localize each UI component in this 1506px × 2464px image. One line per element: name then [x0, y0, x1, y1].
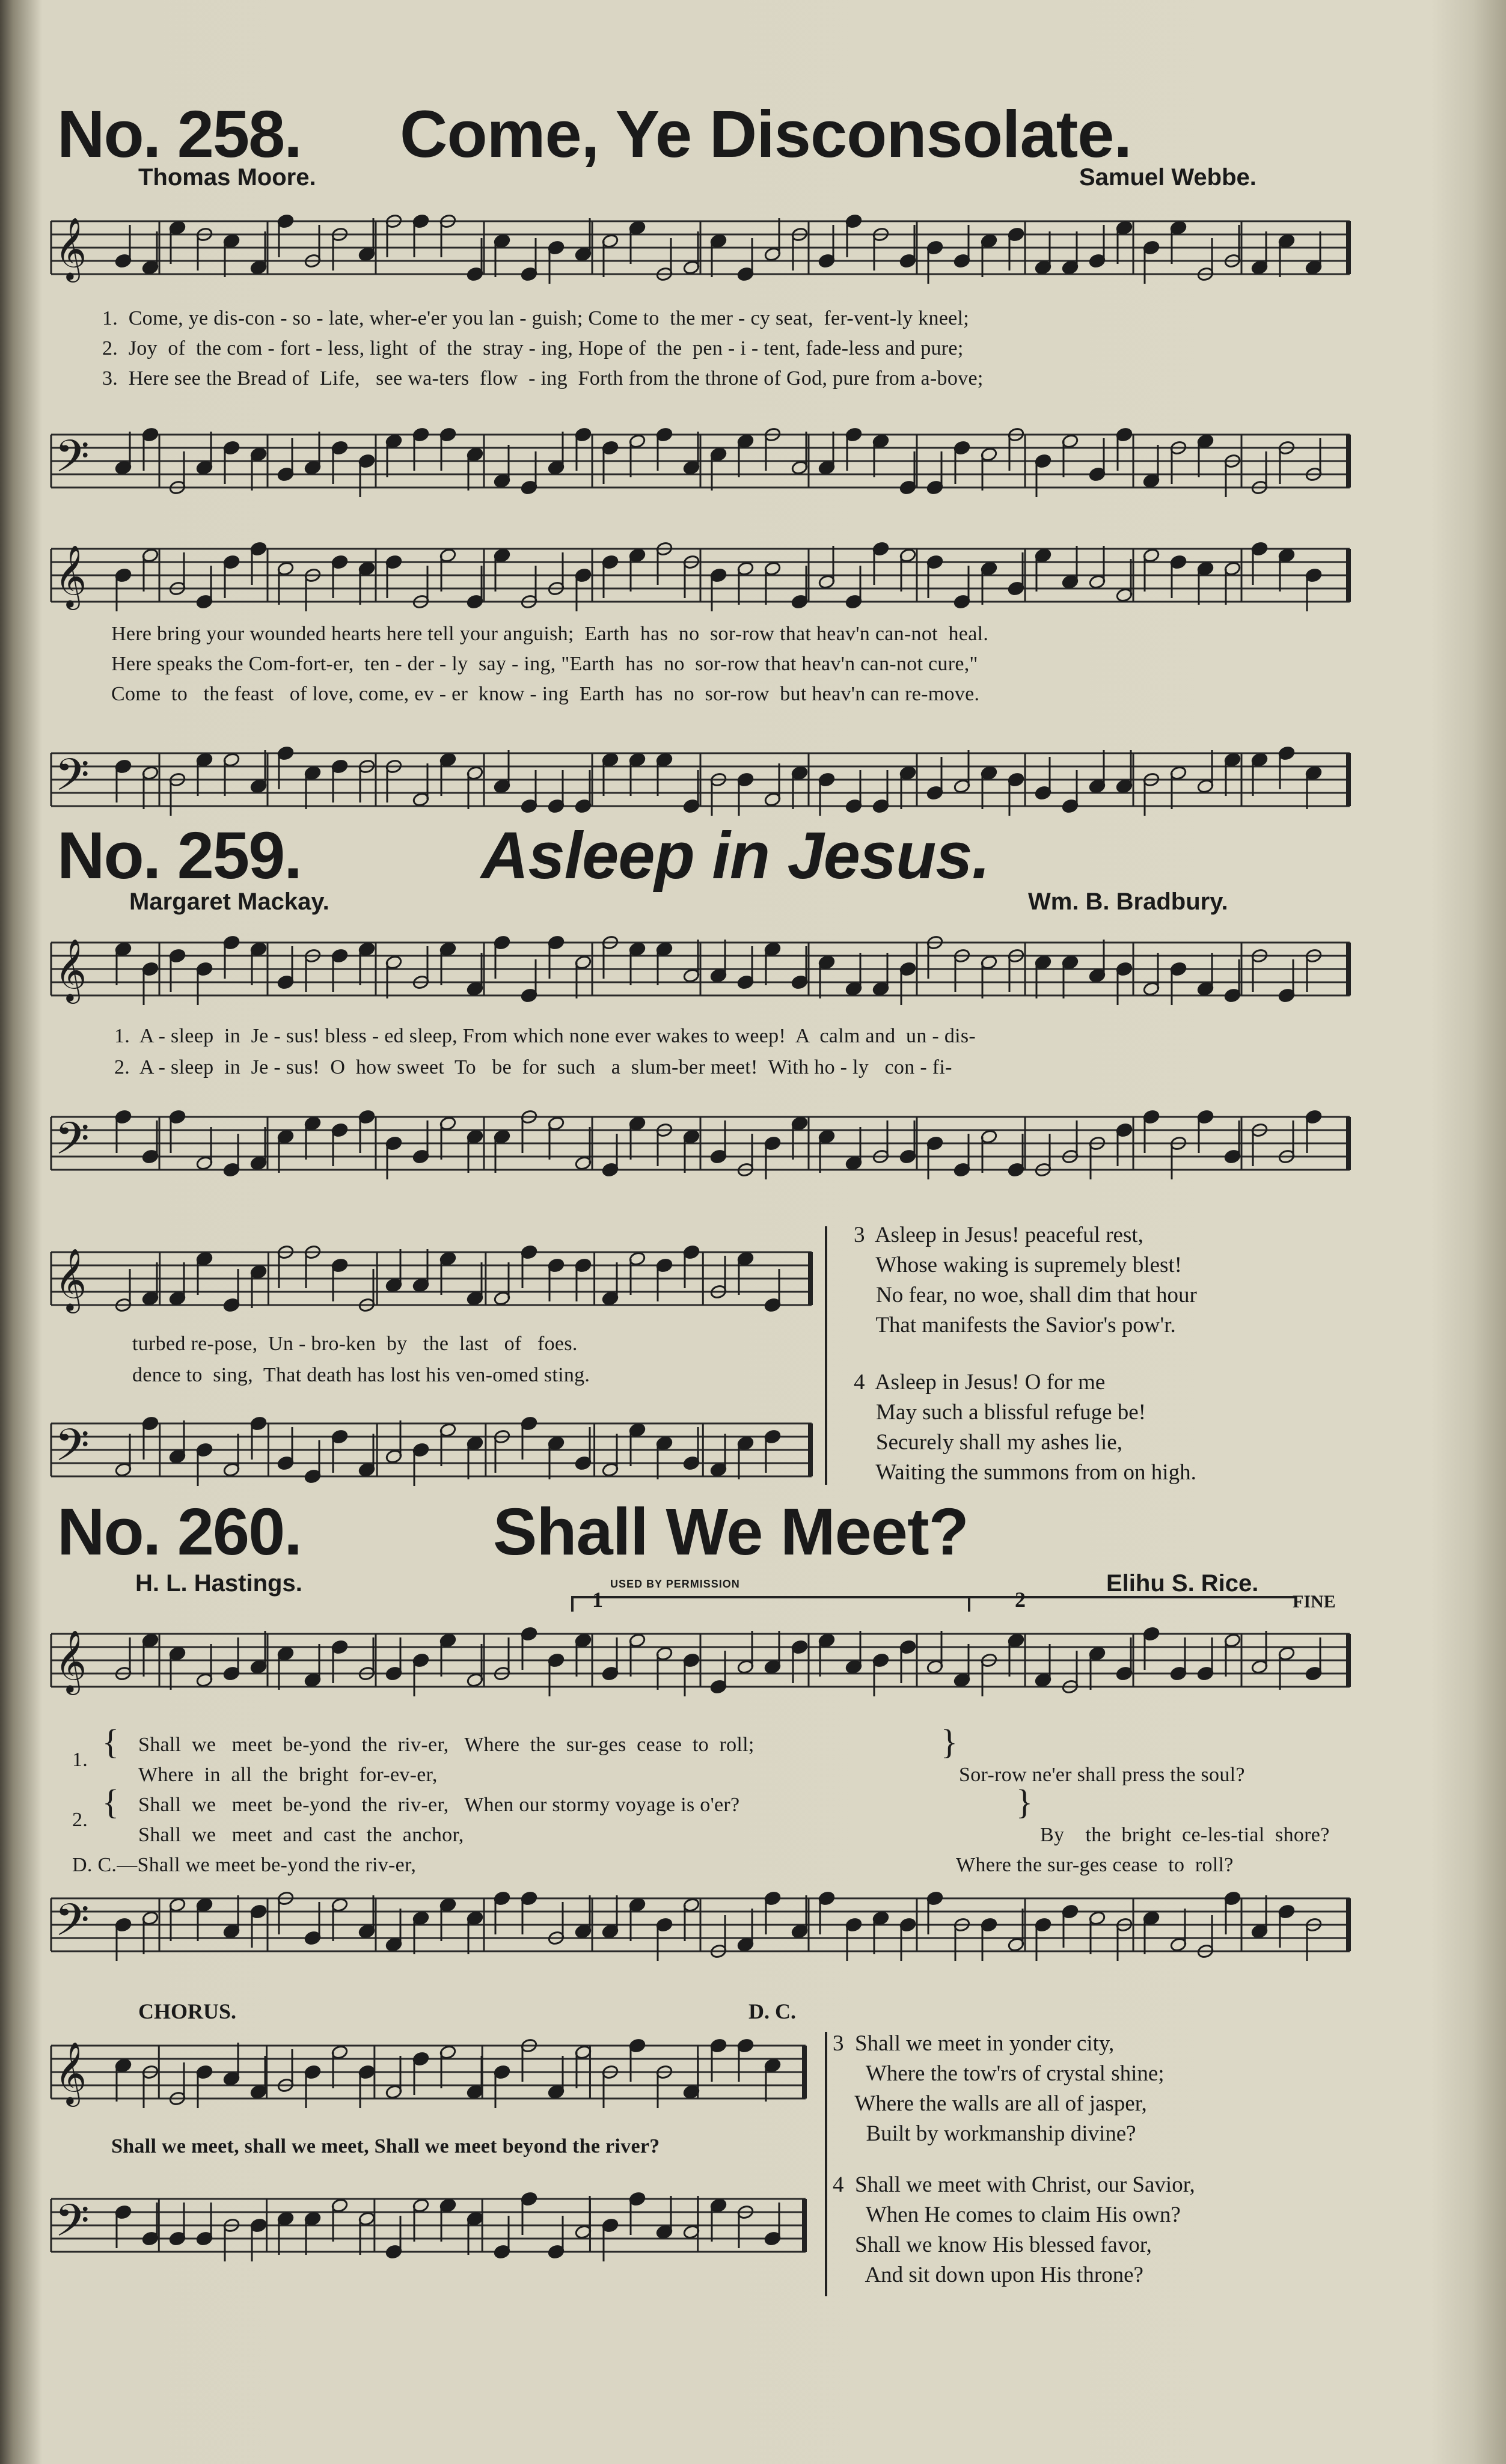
hymn-number: No. 258. — [57, 97, 301, 171]
hymn-title: Asleep in Jesus. — [481, 819, 990, 893]
hymn-number: No. 260. — [57, 1495, 301, 1569]
brace-left: { — [102, 1722, 120, 1761]
music-staff-treble — [51, 2035, 806, 2113]
hymn-title: Shall We Meet? — [493, 1495, 969, 1569]
permission-note: USED BY PERMISSION — [610, 1578, 740, 1590]
verse-line: Waiting the summons from on high. — [854, 1460, 1196, 1485]
brace-right: } — [1016, 1782, 1033, 1821]
music-staff-bass — [51, 2188, 806, 2266]
lyric-line: D. C.—Shall we meet be-yond the riv-er, — [72, 1854, 417, 1876]
lyric-line: Here speaks the Com-fort-er, ten - der - ly say - ing, "Earth has no sor-row that heav'n can-not cure," — [111, 653, 978, 675]
verse-line: 4 Asleep in Jesus! O for me — [854, 1370, 1106, 1395]
chorus-label: CHORUS. — [138, 1999, 237, 2023]
svg-text:𝄢: 𝄢 — [55, 430, 90, 494]
lyric-line: Where in all the bright for-ev-er, — [138, 1764, 438, 1786]
lyric-block — [114, 1021, 976, 1083]
verse-line: Whose waking is supremely blest! — [854, 1253, 1183, 1277]
svg-text:𝄢: 𝄢 — [55, 1419, 90, 1482]
fine-marking: FINE — [1293, 1592, 1336, 1612]
lyric-line: dence to sing, That death has lost his ven-omed sting. — [132, 1364, 590, 1386]
brace-left: { — [102, 1782, 120, 1821]
music-staff-bass — [51, 1413, 812, 1491]
verse-line: May such a blissful refuge be! — [854, 1400, 1146, 1425]
svg-text:𝄢: 𝄢 — [55, 1113, 90, 1176]
verse-block — [854, 1220, 1197, 1341]
lyric-line: 1. Come, ye dis-con - so - late, wher-e'er you lan - guish; Come to the mer - cy seat, fer-vent-ly kneel; — [102, 307, 970, 329]
second-ending-number: 2 — [1015, 1588, 1026, 1612]
composer-credit: Elihu S. Rice. — [1106, 1570, 1259, 1597]
verse-line: When He comes to claim His own? — [833, 2203, 1181, 2227]
lyric-line: 2. A - sleep in Je - sus! O how sweet To be for such a slum-ber meet! With ho - ly con - fi- — [114, 1056, 952, 1078]
svg-text:𝄞: 𝄞 — [55, 217, 87, 280]
verse-line: No fear, no woe, shall dim that hour — [854, 1283, 1197, 1307]
verse-line: 3 Shall we meet in yonder city, — [833, 2031, 1115, 2056]
verse-line: 3 Asleep in Jesus! peaceful rest, — [854, 1223, 1143, 1247]
hymn-number: No. 259. — [57, 819, 301, 893]
lyric-block — [132, 1328, 590, 1391]
verse-line: And sit down upon His throne? — [833, 2263, 1143, 2287]
verse-block — [833, 2170, 1195, 2290]
lyricist-credit: H. L. Hastings. — [135, 1570, 302, 1597]
composer-credit: Wm. B. Bradbury. — [1028, 888, 1228, 915]
lyric-line: By the bright ce-les-tial shore? — [1040, 1824, 1330, 1846]
svg-text:𝄞: 𝄞 — [55, 2041, 87, 2105]
lyric-line: 3. Here see the Bread of Life, see wa-ters flow - ing Forth from the throne of God, pure from a-bove; — [102, 367, 984, 390]
lyric-line: Shall we meet and cast the anchor, — [138, 1824, 464, 1846]
music-staff-bass — [51, 1888, 1350, 1966]
composer-credit: Samuel Webbe. — [1079, 164, 1257, 191]
music-staff-treble — [51, 538, 1350, 616]
column-divider — [825, 2032, 827, 2296]
music-staff-treble — [51, 932, 1350, 1010]
lyric-line: Here bring your wounded hearts here tell your anguish; Earth has no sor-row that heav'n can-not heal. — [111, 623, 989, 645]
verse-line: Securely shall my ashes lie, — [854, 1430, 1122, 1455]
lyric-line: turbed re-pose, Un - bro-ken by the last of foes. — [132, 1333, 578, 1355]
column-divider — [825, 1226, 827, 1485]
svg-text:𝄞: 𝄞 — [55, 1630, 87, 1693]
lyric-line: 1. A - sleep in Je - sus! bless - ed sleep, From which none ever wakes to weep! A calm and un - dis- — [114, 1025, 976, 1047]
brace-right: } — [941, 1722, 958, 1761]
verse-line: Shall we know His blessed favor, — [833, 2233, 1152, 2257]
lyricist-credit: Thomas Moore. — [138, 164, 316, 191]
verse-line: That manifests the Savior's pow'r. — [854, 1313, 1176, 1337]
lyric-line: Where the sur-ges cease to roll? — [956, 1854, 1234, 1876]
verse-block — [833, 2029, 1165, 2149]
verse-number: 2. — [72, 1809, 88, 1831]
music-staff-treble — [51, 1241, 812, 1319]
svg-text:𝄞: 𝄞 — [55, 1248, 87, 1311]
chorus-lyric: Shall we meet, shall we meet, Shall we meet beyond the river? — [111, 2135, 660, 2157]
svg-text:𝄞: 𝄞 — [55, 938, 87, 1001]
lyric-line: Come to the feast of love, come, ev - er know - ing Earth has no sor-row but heav'n can re-move. — [111, 683, 980, 705]
lyricist-credit: Margaret Mackay. — [129, 888, 329, 915]
dc-label: D. C. — [748, 1999, 796, 2023]
svg-text:𝄞: 𝄞 — [55, 545, 87, 608]
lyric-line: Shall we meet be-yond the riv-er, When our stormy voyage is o'er? — [138, 1794, 740, 1816]
music-staff-bass — [51, 424, 1350, 502]
verse-block — [854, 1368, 1196, 1488]
first-ending-number: 1 — [592, 1588, 603, 1612]
verse-line: Where the walls are all of jasper, — [833, 2091, 1147, 2116]
verse-line: Built by workmanship divine? — [833, 2121, 1136, 2146]
lyric-block — [111, 619, 988, 709]
lyric-block — [102, 304, 984, 394]
first-ending-bracket — [571, 1596, 970, 1612]
music-staff-treble — [51, 210, 1350, 289]
lyric-line: Shall we meet be-yond the riv-er, Where the sur-ges cease to roll; — [138, 1734, 755, 1756]
svg-text:𝄢: 𝄢 — [55, 1894, 90, 1957]
verse-number: 1. — [72, 1749, 88, 1771]
svg-text:𝄢: 𝄢 — [55, 749, 90, 812]
music-staff-bass — [51, 1106, 1350, 1184]
verse-line: Where the tow'rs of crystal shine; — [833, 2061, 1165, 2086]
lyric-line: 2. Joy of the com - fort - less, light of the stray - ing, Hope of the pen - i - tent, fade-less and pure; — [102, 337, 964, 359]
verse-line: 4 Shall we meet with Christ, our Savior, — [833, 2172, 1195, 2197]
music-staff-treble — [51, 1623, 1350, 1701]
svg-text:𝄢: 𝄢 — [55, 2195, 90, 2258]
lyric-line: Sor-row ne'er shall press the soul? — [959, 1764, 1245, 1786]
music-staff-bass — [51, 742, 1350, 821]
hymn-title: Come, Ye Disconsolate. — [400, 97, 1132, 171]
